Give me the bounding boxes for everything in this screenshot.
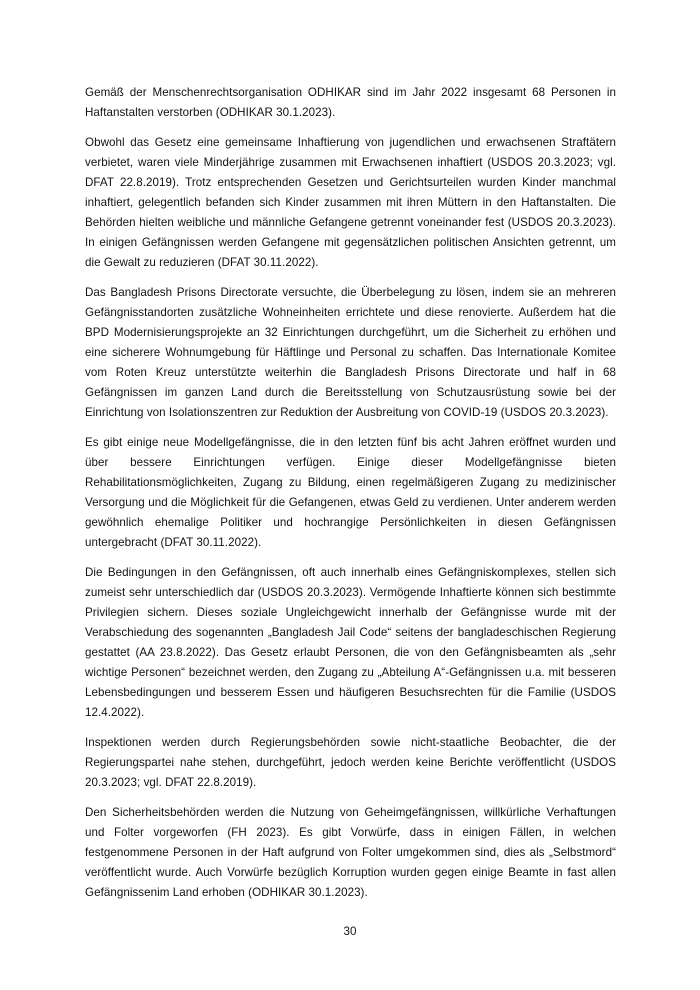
paragraph-deaths-in-custody: Gemäß der Menschenrechtsorganisation ODHIKAR sind im Jahr 2022 insgesamt 68 Personen in Haftanstalten verstorben (ODHIKAR 30.1.2023). [85, 86, 616, 119]
paragraph-model-prisons: Es gibt einige neue Modellgefängnisse, die in den letzten fünf bis acht Jahren eröffnet wurden und über bessere Einrichtungen verfügen. Einige dieser Modellgefängnisse bieten Rehabilitationsmöglichkeiten, Zugang zu Bildung, einen regelmäßigeren Zugang zu medizinischer Versorgung und die Möglichkeit für die Gefangenen, etwas Geld zu verdienen. Unter anderem werden gewöhnlich ehemalige Politiker und hochrangige Persönlichkeiten in diesen Gefängnissen untergebracht (DFAT 30.11.2022). [85, 436, 616, 549]
paragraph-inspections: Inspektionen werden durch Regierungsbehörden sowie nicht-staatliche Beobachter, die der Regierungspartei nahe stehen, durchgeführt, jedoch werden keine Berichte veröffentlicht (USDOS 20.3.2023; vgl. DFAT 22.8.2019). [85, 736, 616, 789]
page-number: 30 [343, 925, 357, 938]
paragraph-prisons-directorate-overcrowding: Das Bangladesh Prisons Directorate versuchte, die Überbelegung zu lösen, indem sie an mehreren Gefängnisstandorten zusätzliche Wohneinheiten errichtete und diese renovierte. Außerdem hat die BPD Modernisierungsprojekte an 32 Einrichtungen durchgeführt, um die Sicherheit zu erhöhen und eine sicherere Wohnumgebung für Häftlinge und Personal zu schaffen. Das Internationale Komitee vom Roten Kreuz unterstützte weiterhin die Bangladesh Prisons Directorate und half in 68 Gefängnissen im ganzen Land durch die Bereitsstellung von Schutzausrüstung sowie bei der Einrichtung von Isolationszentren zur Reduktion der Ausbreitung von COVID-19 (USDOS 20.3.2023). [85, 286, 616, 419]
paragraph-juvenile-detention: Obwohl das Gesetz eine gemeinsame Inhaftierung von jugendlichen und erwachsenen Straftätern verbietet, waren viele Minderjährige zusammen mit Erwachsenen inhaftiert (USDOS 20.3.2023; vgl. DFAT 22.8.2019). Trotz entsprechenden Gesetzen und Gerichtsurteilen wurden Kinder manchmal inhaftiert, gelegentlich befanden sich Kinder zusammen mit ihren Müttern in den Haftanstalten. Die Behörden hielten weibliche und männliche Gefangene getrennt voneinander fest (USDOS 20.3.2023). In einigen Gefängnissen werden Gefangene mit gegensätzlichen politischen Ansichten getrennt, um die Gewalt zu reduzieren (DFAT 30.11.2022). [85, 136, 616, 269]
page-footer [0, 924, 700, 940]
paragraph-prison-conditions-privileges: Die Bedingungen in den Gefängnissen, oft auch innerhalb eines Gefängniskomplexes, stellen sich zumeist sehr unterschiedlich dar (USDOS 20.3.2023). Vermögende Inhaftierte können sich bestimmte Privilegien sichern. Dieses soziale Ungleichgewicht innerhalb der Gefängnisse wurde mit der Verabschiedung des sogenannten „Bangladesh Jail Code“ seitens der bangladeschischen Regierung gestattet (AA 23.8.2022). Das Gesetz erlaubt Personen, die von den Gefängnisbeamten als „sehr wichtige Personen“ bezeichnet werden, den Zugang zu „Abteilung A“-Gefängnissen u.a. mit besseren Lebensbedingungen und besserem Essen und häufigeren Besuchsrechten für die Familie (USDOS 12.4.2022). [85, 566, 616, 719]
paragraph-secret-prisons-torture: Den Sicherheitsbehörden werden die Nutzung von Geheimgefängnissen, willkürliche Verhaftungen und Folter vorgeworfen (FH 2023). Es gibt Vorwürfe, dass in einigen Fällen, in welchen festgenommene Personen in der Haft aufgrund von Folter umgekommen sind, dies als „Selbstmord“ veröffentlicht wurde. Auch Vorwürfe bezüglich Korruption wurden gegen einige Beamte in fast allen Gefängnissenim Land erhoben (ODHIKAR 30.1.2023). [85, 806, 616, 899]
page-body-text [85, 83, 616, 913]
